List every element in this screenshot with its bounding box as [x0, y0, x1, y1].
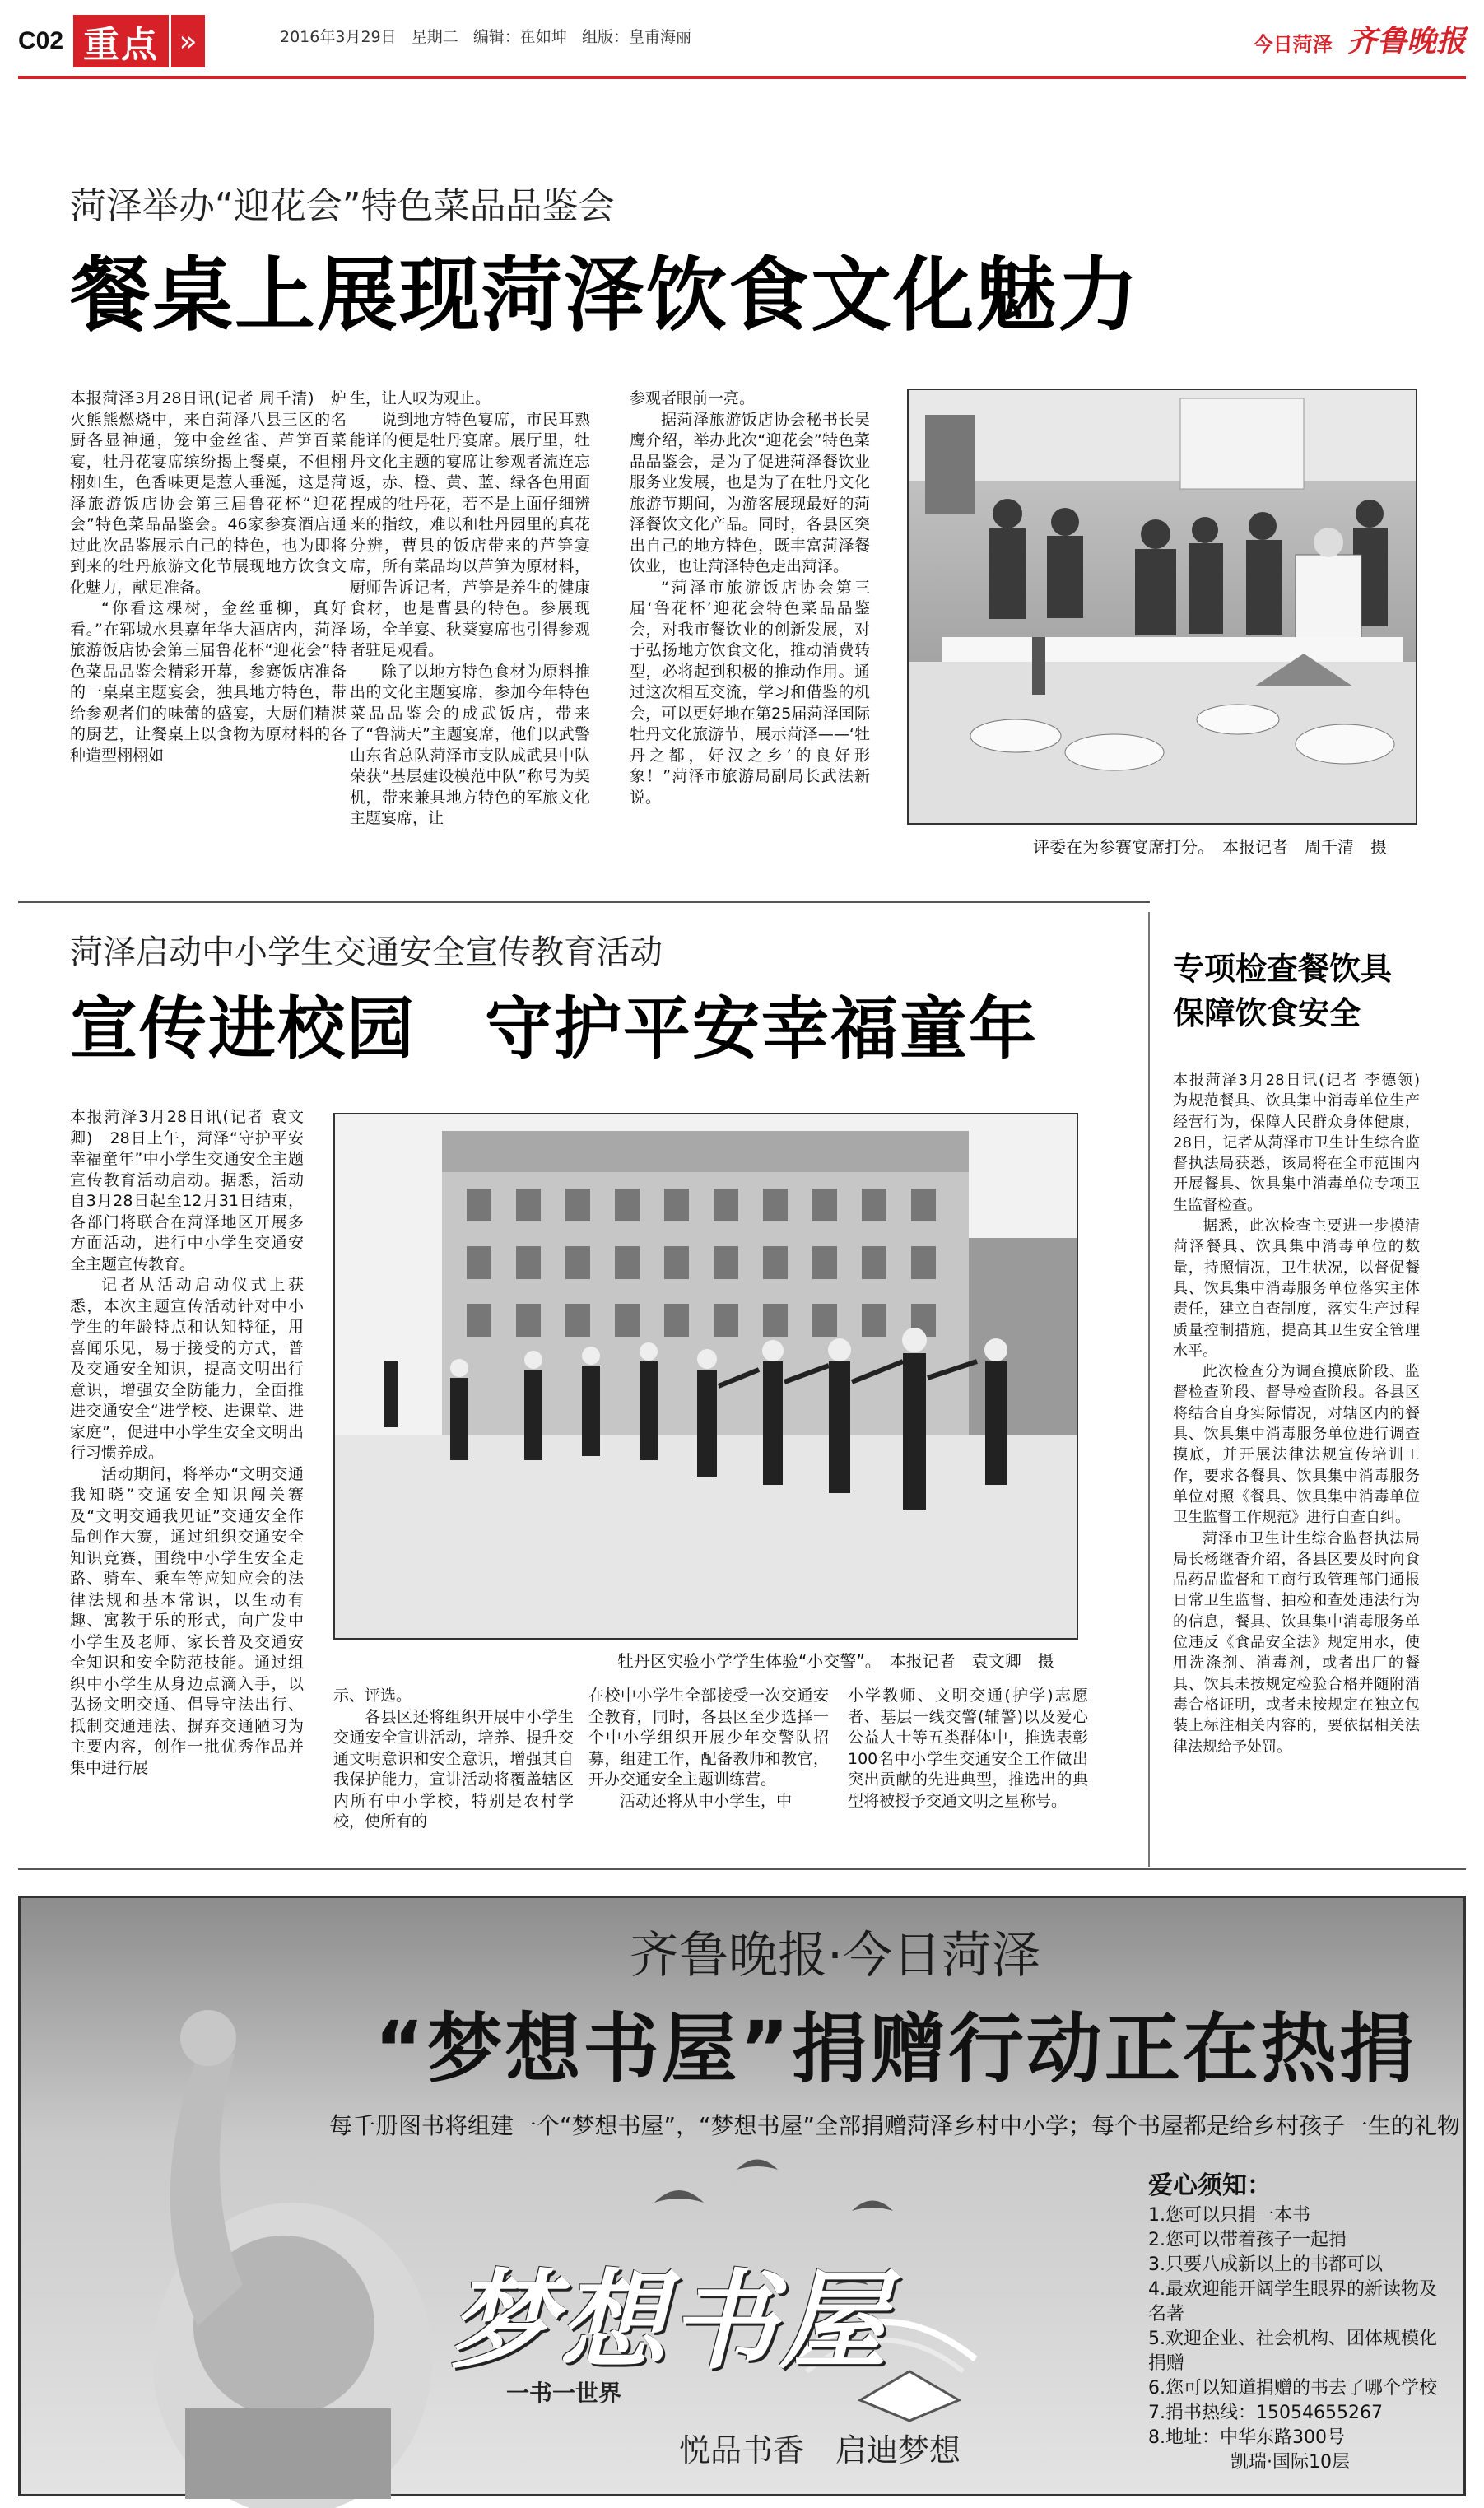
sidebar-para: 此次检查分为调查摸底阶段、监督检查阶段、督导检查阶段。各县区将结合自身实际情况，对辖区内的餐具、饮具集中消毒服务单位进行调查摸底，并开展法律法规宣传培训工作，要求各餐具、饮具集中消毒服务单位对照《餐具、饮具集中消毒单位卫生监督工作规范》进行自查自纠。	[1173, 1363, 1420, 1527]
story2-para: 活动还将从中小学生，中	[620, 1791, 793, 1810]
donation-address: 8.地址：中华东路300号	[1148, 2427, 1345, 2448]
chevron-right-icon: »	[169, 15, 205, 67]
header-meta	[280, 25, 691, 47]
supplement-name: 今日菏泽	[1253, 33, 1333, 56]
section-name: 重点	[73, 15, 169, 67]
story2-column-2	[333, 1686, 574, 1842]
story2-photo-caption: 牡丹区实验小学学生体验“小交警”。 本报记者 袁文卿 摄	[617, 1651, 1054, 1671]
story2-para: 活动期间，将举办“文明交通我知晓”交通安全知识闯关赛及“文明交通我见证”交通安全作品创作大赛，通过组织交通安全知识竞赛，围绕中小学生安全走路、骑车、乘车等应知应会的法律法规和基本常识，以生动有趣、寓教于乐的形式，向广发中小学生及老师、家长普及交通安全知识和安全防范技能。通过组织中小学生从身边点滴入手，以弘扬文明交通、倡导守法出行、抵制交通违法、摒弃交通陋习为主要内容，创作一批优秀作品并集中进行展	[70, 1464, 304, 1777]
sidebar-divider	[1148, 912, 1150, 1867]
story2-kicker: 菏泽启动中小学生交通安全宣传教育活动	[70, 933, 663, 971]
ad-title-brand: 齐鲁晚报·今日菏泽	[630, 1927, 1041, 1985]
story2-para: 记者从活动启动仪式上获悉，本次主题宣传活动针对中小学生的年龄特点和认知特征，用喜闻乐见，易于接受的方式，普及交通安全知识，提高文明出行意识，增强安全防能力，全面推进交通安全“进学校、进课堂、进家庭”，促进中小学生安全文明出行习惯养成。	[70, 1276, 304, 1462]
story2-para: 本报菏泽3月28日讯(记者 袁文卿) 28日上午，菏泽“守护平安幸福童年”中小学生交通安全主题宣传教育活动启动。据悉，活动自3月28日起至12月31日结束，各部门将联合在菏泽地区开展多方面活动，进行中小学生交通安全主题宣传教育。	[70, 1108, 304, 1273]
story2-para: 在校中小学生全部接受一次交通安全教育，同时，各县区至少选择一个中小学组织开展少年交警队招募，组建工作，配备教师和教官，开办交通安全主题训练营。	[588, 1687, 829, 1789]
story1-para: “菏泽市旅游饭店协会第三届‘鲁花杯’迎花会特色菜品品鉴会，对我市餐饮业的创新发展，对于弘扬地方饮食文化，推动消费转型，必将起到积极的推动作用。通过这次相互交流，学习和借鉴的机会，可以更好地在第25届菏泽国际牡丹文化旅游节，展示菏泽——‘牡丹之都，好汉之乡’的良好形象！”菏泽市旅游局副局长武法新说。	[630, 578, 870, 807]
donation-notice	[1148, 2171, 1453, 2475]
notice-item: 4.最欢迎能开阔学生眼界的新读物及名著	[1148, 2279, 1437, 2324]
dream-bookhouse-logo: 梦想书屋	[449, 2258, 891, 2384]
story2-headline: 宣传进校园 守护平安幸福童年	[70, 990, 1039, 1068]
sidebar-title-line: 专项检查餐饮具	[1173, 951, 1393, 987]
header-divider	[18, 76, 1466, 79]
ad-divider	[18, 1868, 1466, 1870]
page-header	[18, 15, 205, 67]
sidebar-title	[1173, 947, 1392, 1035]
dream-bookhouse-ad	[18, 1896, 1466, 2496]
story1-para: 除了以地方特色食材为原料推出的文化主题宴席，参加今年特色菜品品鉴会的成武饭店，带来了“鲁满天”主题宴席，他们以武警山东省总队菏泽市支队成武县中队荣获“基层建设模范中队”称号为契机，带来兼具地方特色的军旅文化主题宴席，让	[350, 662, 590, 827]
story1-photo-caption: 评委在为参赛宴席打分。 本报记者 周千清 摄	[1033, 837, 1387, 857]
notice-item: 3.只要八成新以上的书都可以	[1148, 2254, 1383, 2275]
issue-date: 2016年3月29日	[280, 28, 397, 46]
story1-para: “你看这棵树，金丝垂柳，真好看。”在郓城水县嘉年华大酒店内，菏泽旅游饭店协会第三届鲁花杯“迎花会”特色菜品品鉴会精彩开幕，参赛饭店准备的一桌桌主题宴会，独具地方特色，带给参观者们的味蕾的盛宴，大厨们精湛的厨艺，让餐桌上以食物为原材料的各种造型栩栩如	[70, 599, 347, 765]
story2-column-3	[588, 1686, 829, 1842]
story2-column-1	[70, 1107, 304, 1840]
sidebar-para: 据悉，此次检查主要进一步摸清菏泽餐具、饮具集中消毒单位的数量，持照情况，卫生状况，以督促餐具、饮具集中消毒服务单位落实主体责任，建立自查制度，落实生产过程质量控制措施，提高其卫生安全管理水平。	[1173, 1217, 1420, 1360]
notice-title: 爱心须知：	[1148, 2171, 1272, 2200]
logo-tagline: 一书一世界	[506, 2380, 622, 2407]
story2-para: 各县区还将组织开展中小学生交通安全宣讲活动，培养、提升交通文明意识和安全意识，增强其自我保护能力，宣讲活动将覆盖辖区内所有中小学校，特别是农村学校，使所有的	[333, 1707, 574, 1831]
sidebar-title-line: 保障饮食安全	[1173, 995, 1361, 1031]
story2-para: 示、评选。	[333, 1687, 412, 1705]
traffic-police-drill-photo	[333, 1113, 1078, 1640]
notice-item: 5.欢迎企业、社会机构、团体规模化捐赠	[1148, 2329, 1437, 2374]
issue-weekday: 星期二	[411, 28, 458, 46]
story1-headline: 餐桌上展现菏泽饮食文化魅力	[70, 249, 1141, 342]
story1-para: 说到地方特色宴席，市民耳熟能详的便是牡丹宴席。展厅里，牡丹文化主题的宴席让参观者流连忘返，赤、橙、黄、蓝、绿各色用面捏成的牡丹花，若不是上面仔细辨来的指纹，难以和牡丹园里的真花分辨，曹县的饭店带来的芦笋宴席，所有菜品均以芦笋为原材料，厨师告诉记者，芦笋是养生的健康食材，也是曹县的特色。参展现场，全羊宴、秋葵宴席也引得参观者驻足观看。	[350, 410, 590, 659]
story1-kicker: 菏泽举办“迎花会”特色菜品品鉴会	[70, 185, 615, 227]
layout-editor: 组版：皇甫海丽	[582, 28, 692, 46]
story1-column-1	[70, 389, 347, 891]
sidebar-column	[1173, 1070, 1435, 1844]
story1-para: 生，让人叹为观止。	[350, 389, 491, 407]
donation-hotline: 7.捐书热线：15054655267	[1148, 2403, 1383, 2423]
notice-item: 1.您可以只捐一本书	[1148, 2205, 1310, 2226]
donation-address-building: 凯瑞·国际10层	[1230, 2452, 1350, 2473]
sidebar-para: 本报菏泽3月28日讯(记者 李德领) 为规范餐具、饮具集中消毒单位生产经营行为，保障人民群众身体健康，28日，记者从菏泽市卫生计生综合监督执法局获悉，该局将在全市范围内开展餐具、饮具集中消毒单位专项卫生监督检查。	[1173, 1072, 1435, 1214]
sidebar-para: 菏泽市卫生计生综合监督执法局局长杨继香介绍，各县区要及时向食品药品监督和工商行政管理部门通报日常卫生监督、抽检和查处违法行为的信息，餐具、饮具集中消毒服务单位违反《食品安全法》规定用水，使用洗涤剂、消毒剂，或者出厂的餐具、饮具未按规定检验合格并随附消毒合格证明，或者未按规定在独立包装上标注相关内容的，要依据相关法律法规给予处罚。	[1173, 1529, 1420, 1756]
ad-subtitle: 每千册图书将组建一个“梦想书屋”，“梦想书屋”全部捐赠菏泽乡村中小学；每个书屋都是给乡村孩子一生的礼物	[329, 2112, 1461, 2139]
notice-item: 6.您可以知道捐赠的书去了哪个学校	[1148, 2378, 1437, 2399]
ad-title-main: “梦想书屋”捐赠行动正在热捐	[374, 2005, 1417, 2093]
story2-column-4	[848, 1686, 1088, 1842]
notice-item: 2.您可以带着孩子一起捐	[1148, 2230, 1347, 2250]
story1-para: 本报菏泽3月28日讯(记者 周千清) 炉火熊熊燃烧中，来自菏泽八县三区的名厨各显神通，笼中金丝雀、芦笋百菜宴，牡丹花宴席缤纷揭上餐桌，不但栩栩如生，色香味更是惹人垂涎，这是菏泽旅游饭店协会第三届鲁花杯“迎花会”特色菜品品鉴会。46家参赛酒店通过此次品鉴展示自己的特色，也为即将到来的牡丹旅游文化节展现地方饮食文化魅力，献足准备。	[70, 389, 347, 597]
editor: 编辑：崔如坤	[472, 28, 567, 46]
story1-para: 参观者眼前一亮。	[630, 389, 756, 407]
page-number: C02	[18, 27, 64, 54]
story1-column-3	[630, 389, 870, 891]
masthead	[1254, 18, 1466, 60]
banquet-tasting-photo	[907, 389, 1417, 825]
story2-para: 小学教师、文明交通(护学)志愿者、基层一线交警(辅警)以及爱心公益人士等五类群体中，推选表彰100名中小学生交通安全工作做出突出贡献的先进典型，推选出的典型将被授予交通文明之星称号。	[848, 1687, 1088, 1810]
story1-column-2	[350, 389, 590, 891]
story1-para: 据菏泽旅游饭店协会秘书长吴鹰介绍，举办此次“迎花会”特色菜品品鉴会，是为了促进菏泽餐饮业服务业发展，也是为了在牡丹文化旅游节期间，为游客展现最好的菏泽餐饮文化产品。同时，各县区突出自己的地方特色，既丰富菏泽餐饮业，也让菏泽特色走出菏泽。	[630, 410, 870, 575]
ad-slogan: 悦品书香 启迪梦想	[679, 2432, 961, 2468]
section-divider	[18, 901, 1150, 903]
newspaper-brand-logo: 齐鲁晚报	[1347, 24, 1466, 58]
